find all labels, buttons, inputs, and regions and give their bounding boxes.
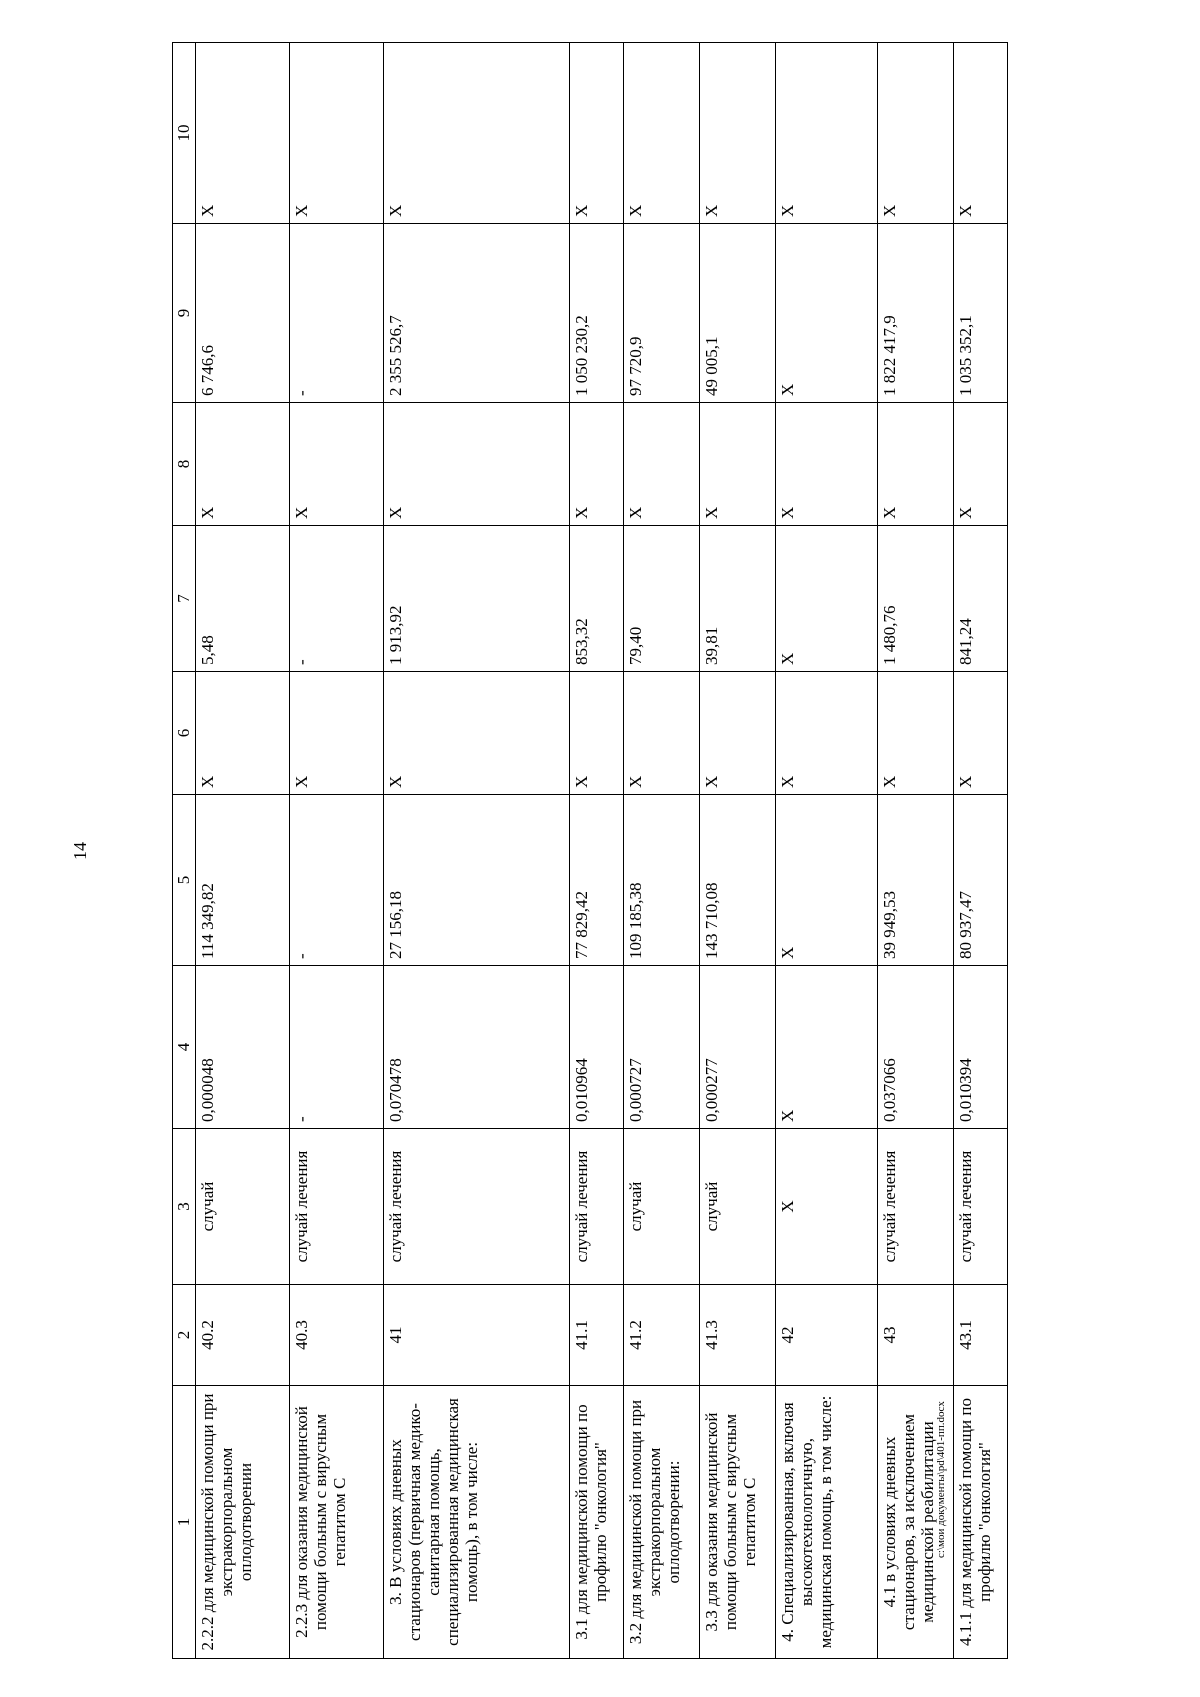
table-cell: 0,037066 (878, 966, 954, 1129)
table-cell: X (954, 403, 1008, 526)
table-cell: X (290, 43, 384, 224)
table-cell: 3.1 для медицинской помощи по профилю "онкология" (570, 1386, 624, 1659)
column-header: 9 (173, 224, 196, 403)
column-header: 7 (173, 526, 196, 672)
table-cell: X (776, 43, 878, 224)
table-cell: X (776, 224, 878, 403)
table-cell: 5,48 (196, 526, 290, 672)
table-cell: случай (624, 1129, 700, 1285)
table-row (954, 43, 1008, 1659)
column-header: 1 (173, 1386, 196, 1659)
data-table (172, 42, 1008, 1659)
page-number: 14 (70, 842, 90, 860)
table-cell: 39,81 (700, 526, 776, 672)
table-cell: X (954, 43, 1008, 224)
column-header: 5 (173, 795, 196, 966)
table-cell: 3.2 для медицинской помощи при экстракорпоральном оплодотворении: (624, 1386, 700, 1659)
table-row (624, 43, 700, 1659)
table-cell: X (624, 672, 700, 795)
table-cell: 0,010964 (570, 966, 624, 1129)
table-row (196, 43, 290, 1659)
table-cell: 841,24 (954, 526, 1008, 672)
table-cell: X (570, 403, 624, 526)
table-cell: 43.1 (954, 1285, 1008, 1386)
table-cell: 39 949,53 (878, 795, 954, 966)
table-cell: 3.3 для оказания медицинской помощи больным с вирусным гепатитом С (700, 1386, 776, 1659)
table-cell: 1 480,76 (878, 526, 954, 672)
table-row (290, 43, 384, 1659)
table-cell: 143 710,08 (700, 795, 776, 966)
table-cell: 27 156,18 (384, 795, 570, 966)
table-cell: 1 035 352,1 (954, 224, 1008, 403)
table-cell: 2 355 526,7 (384, 224, 570, 403)
table-cell: 4.1.1 для медицинской помощи по профилю "онкология" (954, 1386, 1008, 1659)
table-cell: X (954, 672, 1008, 795)
table-cell: 4. Специализированная, включая высокотехнологичную, медицинская помощь, в том числе: (776, 1386, 878, 1659)
table-cell: 42 (776, 1285, 878, 1386)
table-cell: - (290, 966, 384, 1129)
rotated-table-container (172, 43, 994, 1659)
footer-file-path: c:\мои документы\pd\401-пп.docx (935, 1401, 947, 1558)
table-cell: 4.1 в условиях дневных стационаров, за исключением медицинской реабилитации (878, 1386, 954, 1659)
table-cell: случай лечения (954, 1129, 1008, 1285)
table-row (384, 43, 570, 1659)
table-cell: X (196, 43, 290, 224)
table-cell: случай (196, 1129, 290, 1285)
table-cell: 0,070478 (384, 966, 570, 1129)
table-cell: X (570, 672, 624, 795)
table-cell: X (196, 672, 290, 795)
table-cell: 80 937,47 (954, 795, 1008, 966)
table-cell: 0,000277 (700, 966, 776, 1129)
table-cell: 3. В условиях дневных стационаров (первичная медико-санитарная помощь, специализированная медицинская помощь), в том числе: (384, 1386, 570, 1659)
table-cell: 1 913,92 (384, 526, 570, 672)
table-cell: X (878, 403, 954, 526)
table-cell: случай лечения (570, 1129, 624, 1285)
table-cell: X (776, 795, 878, 966)
table-cell: - (290, 795, 384, 966)
table-cell: 41 (384, 1285, 570, 1386)
table-cell: 6 746,6 (196, 224, 290, 403)
table-cell: X (776, 966, 878, 1129)
table-cell: 2.2.3 для оказания медицинской помощи больным с вирусным гепатитом С (290, 1386, 384, 1659)
table-cell: X (878, 672, 954, 795)
table-row (776, 43, 878, 1659)
table-cell: X (776, 672, 878, 795)
table-cell: 41.2 (624, 1285, 700, 1386)
column-header: 2 (173, 1285, 196, 1386)
table-cell: 2.2.2 для медицинской помощи при экстракорпоральном оплодотворении (196, 1386, 290, 1659)
table-cell: X (290, 403, 384, 526)
table-cell: X (878, 43, 954, 224)
table-cell: 79,40 (624, 526, 700, 672)
table-cell: X (776, 526, 878, 672)
table-cell: - (290, 224, 384, 403)
table-cell: 41.1 (570, 1285, 624, 1386)
table-cell: 0,010394 (954, 966, 1008, 1129)
table-cell: 40.3 (290, 1285, 384, 1386)
table-cell: 1 822 417,9 (878, 224, 954, 403)
column-header: 3 (173, 1129, 196, 1285)
table-cell: случай лечения (384, 1129, 570, 1285)
table-cell: 77 829,42 (570, 795, 624, 966)
table-cell: X (384, 672, 570, 795)
table-cell: 114 349,82 (196, 795, 290, 966)
column-header: 8 (173, 403, 196, 526)
table-row (570, 43, 624, 1659)
column-header: 4 (173, 966, 196, 1129)
table-cell: - (290, 526, 384, 672)
table-cell: X (290, 672, 384, 795)
table-row (700, 43, 776, 1659)
table-cell: 109 185,38 (624, 795, 700, 966)
table-cell: 43 (878, 1285, 954, 1386)
table-cell: X (700, 43, 776, 224)
table-cell: случай лечения (290, 1129, 384, 1285)
table-cell: 49 005,1 (700, 224, 776, 403)
table-cell: X (384, 43, 570, 224)
table-cell: 41.3 (700, 1285, 776, 1386)
table-cell: X (776, 1129, 878, 1285)
table-cell: X (384, 403, 570, 526)
table-cell: X (700, 672, 776, 795)
table-cell: X (624, 403, 700, 526)
table-cell: случай (700, 1129, 776, 1285)
table-cell: 97 720,9 (624, 224, 700, 403)
column-header: 10 (173, 43, 196, 224)
table-cell: X (196, 403, 290, 526)
table-header-row (173, 43, 196, 1659)
table-cell: 40.2 (196, 1285, 290, 1386)
table-cell: X (624, 43, 700, 224)
table-cell: случай лечения (878, 1129, 954, 1285)
table-cell: X (776, 403, 878, 526)
table-cell: X (570, 43, 624, 224)
table-cell: 0,000727 (624, 966, 700, 1129)
table-cell: 1 050 230,2 (570, 224, 624, 403)
table-cell: 853,32 (570, 526, 624, 672)
table-cell: 0,000048 (196, 966, 290, 1129)
table-cell: X (700, 403, 776, 526)
column-header: 6 (173, 672, 196, 795)
